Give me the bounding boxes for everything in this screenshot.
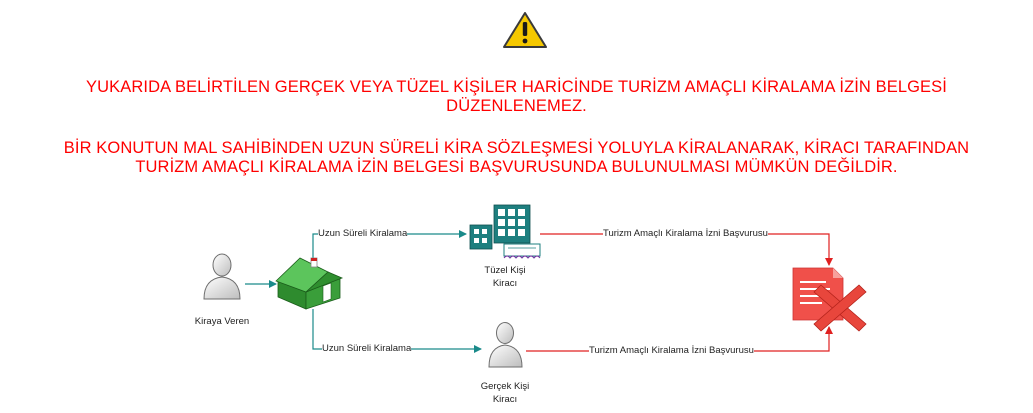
edge-label-house-individual: Uzun Süreli Kiralama [322, 343, 412, 354]
individual-tenant-label-line-1: Gerçek Kişi [480, 381, 530, 392]
individual-tenant-label [470, 380, 540, 406]
warning-paragraph-1 [0, 78, 1033, 116]
warning-paragraph-2-line-2: TURİZM AMAÇLI KİRALAMA İZİN BELGESİ BAŞVURUSUNDA BULUNULMASI MÜMKÜN DEĞİLDİR. [135, 158, 898, 176]
warning-paragraph-2-line-1: BİR KONUTUN MAL SAHİBİNDEN UZUN SÜRELİ KİRA SÖZLEŞMESİ YOLUYLA KİRALANARAK, KİRACI TARAFINDAN [63, 139, 970, 157]
office-building-icon [470, 205, 540, 258]
lessor-person-icon [204, 254, 240, 299]
edge-label-corporate-document: Turizm Amaçlı Kiralama İzni Başvurusu [603, 228, 768, 239]
rental-diagram [0, 195, 1033, 413]
corporate-tenant-label [470, 264, 540, 290]
edge-label-house-corporate: Uzun Süreli Kiralama [318, 228, 408, 239]
corporate-tenant-label-line-1: Tüzel Kişi [484, 265, 526, 276]
corporate-tenant-label-line-2: Kiracı [492, 278, 518, 289]
warning-paragraph-1-line-2: DÜZENLENEMEZ. [446, 97, 587, 115]
lessor-label: Kiraya Veren [194, 316, 250, 327]
warning-paragraph-2 [0, 139, 1033, 177]
individual-tenant-person-icon [489, 323, 522, 368]
warning-paragraph-1-line-1: YUKARIDA BELİRTİLEN GERÇEK VEYA TÜZEL KİŞİLER HARİCİNDE TURİZM AMAÇLI KİRALAMA İZİN BELGESİ [86, 78, 947, 96]
rejected-document-icon [793, 268, 866, 331]
individual-tenant-label-line-2: Kiracı [492, 394, 518, 405]
house-icon [276, 258, 342, 309]
edge-label-individual-document: Turizm Amaçlı Kiralama İzni Başvurusu [589, 345, 754, 356]
warning-triangle-icon [501, 10, 549, 50]
